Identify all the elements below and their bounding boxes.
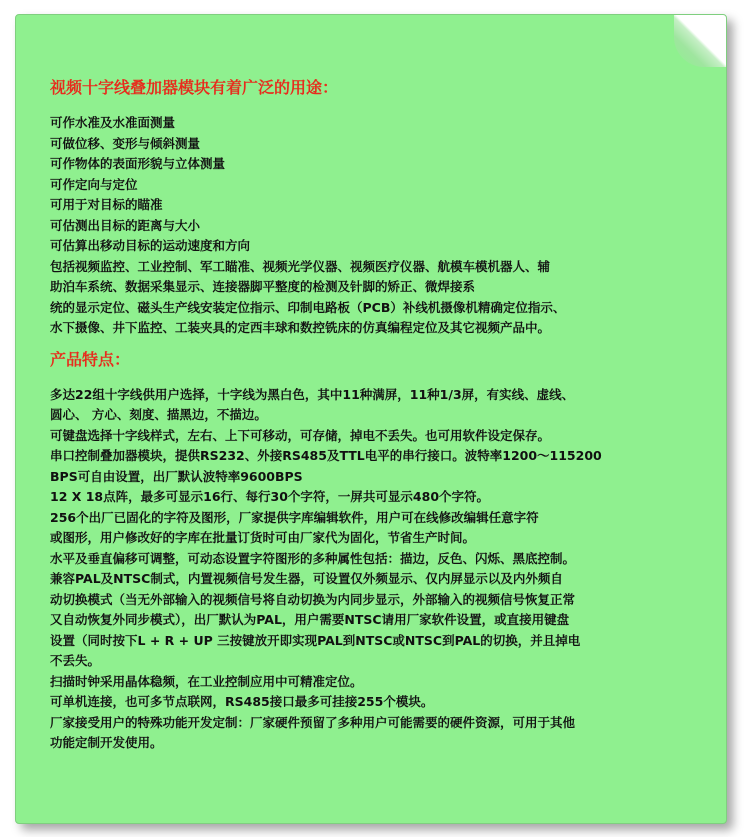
feature-line: 多达22组十字线供用户选择，十字线为黑白色，其中11种满屏，11种1/3屏，有实线、虚线、 [50,386,575,402]
uses-line: 可估算出移动目标的运动速度和方向 [50,238,251,253]
uses-line: 可用于对目标的瞄准 [50,197,163,212]
features-heading: 产品特点： [50,349,131,369]
uses-line: 可作定向与定位 [50,176,138,192]
uses-line: 包括视频监控、工业控制、军工瞄准、视频光学仪器、视频医疗仪器、航模车模机器人、辅 [50,258,551,274]
feature-line: 可单机连接，也可多节点联网，RS485接口最多可挂接255个模块。 [50,694,434,709]
feature-line: 功能定制开发使用。 [50,735,163,750]
feature-line: 兼容PAL及NTSC制式，内置视频信号发生器，可设置仅外频显示、仅内屏显示以及内外频自 [50,571,563,586]
content-body [50,77,727,754]
uses-line: 可估测出目标的距离与大小 [50,217,201,233]
feature-line: 设置（同时按下L + R + UP 三按键放开即实现PAL到NTSC或NTSC到PAL的切换，并且掉电 [50,632,581,648]
page-curl-corner [674,15,726,67]
feature-line: 256个出厂已固化的字符及图形，厂家提供字库编辑软件，用户可在线修改编辑任意字符 [50,509,539,525]
feature-line: 厂家接受用户的特殊功能开发定制：厂家硬件预留了多种用户可能需要的硬件资源，可用于其他 [50,714,576,730]
features-list [50,385,727,754]
uses-line: 可作物体的表面形貌与立体测量 [50,156,226,171]
feature-line: BPS可自由设置，出厂默认波特率9600BPS [50,468,303,484]
feature-line: 不丢失。 [50,653,101,668]
feature-line: 扫描时钟采用晶体稳频，在工业控制应用中可精准定位。 [50,673,363,689]
content-card [15,14,727,824]
feature-line: 动切换模式（当无外部输入的视频信号将自动切换为内同步显示，外部输入的视频信号恢复正常 [50,591,576,607]
uses-line: 水下摄像、井下监控、工装夹具的定西丰球和数控铣床的仿真编程定位及其它视频产品中。 [50,320,551,335]
uses-list [50,113,727,339]
feature-line: 水平及垂直偏移可调整，可动态设置字符图形的多种属性包括：描边，反色、闪烁、黑底控制。 [50,550,576,566]
feature-line: 又自动恢复外同步模式），出厂默认为PAL，用户需要NTSC请用厂家软件设置，或直接用键盘 [50,612,570,627]
feature-line: 12 X 18点阵，最多可显示16行、每行30个字符，一屏共可显示480个字符。 [50,489,490,504]
feature-line: 串口控制叠加器模块，提供RS232、外接RS485及TTL电平的串行接口。波特率1200～115200 [50,448,602,463]
feature-line: 可键盘选择十字线样式，左右、上下可移动，可存储，掉电不丢失。也可用软件设定保存。 [50,427,551,443]
uses-line: 可做位移、变形与倾斜测量 [50,135,201,151]
feature-line: 圆心、 方心、刻度、描黑边，不描边。 [50,407,267,422]
uses-line: 可作水准及水准面测量 [50,115,176,130]
uses-heading: 视频十字线叠加器模块有着广泛的用途： [50,78,339,97]
uses-line: 统的显示定位、磁头生产线安装定位指示、印制电路板（PCB）补线机摄像机精确定位指示、 [50,299,566,315]
feature-line: 或图形，用户修改好的字库在批量订货时可由厂家代为固化，节省生产时间。 [50,530,476,545]
uses-line: 助泊车系统、数据采集显示、连接器脚平整度的检测及针脚的矫正、微焊接系 [50,279,476,294]
